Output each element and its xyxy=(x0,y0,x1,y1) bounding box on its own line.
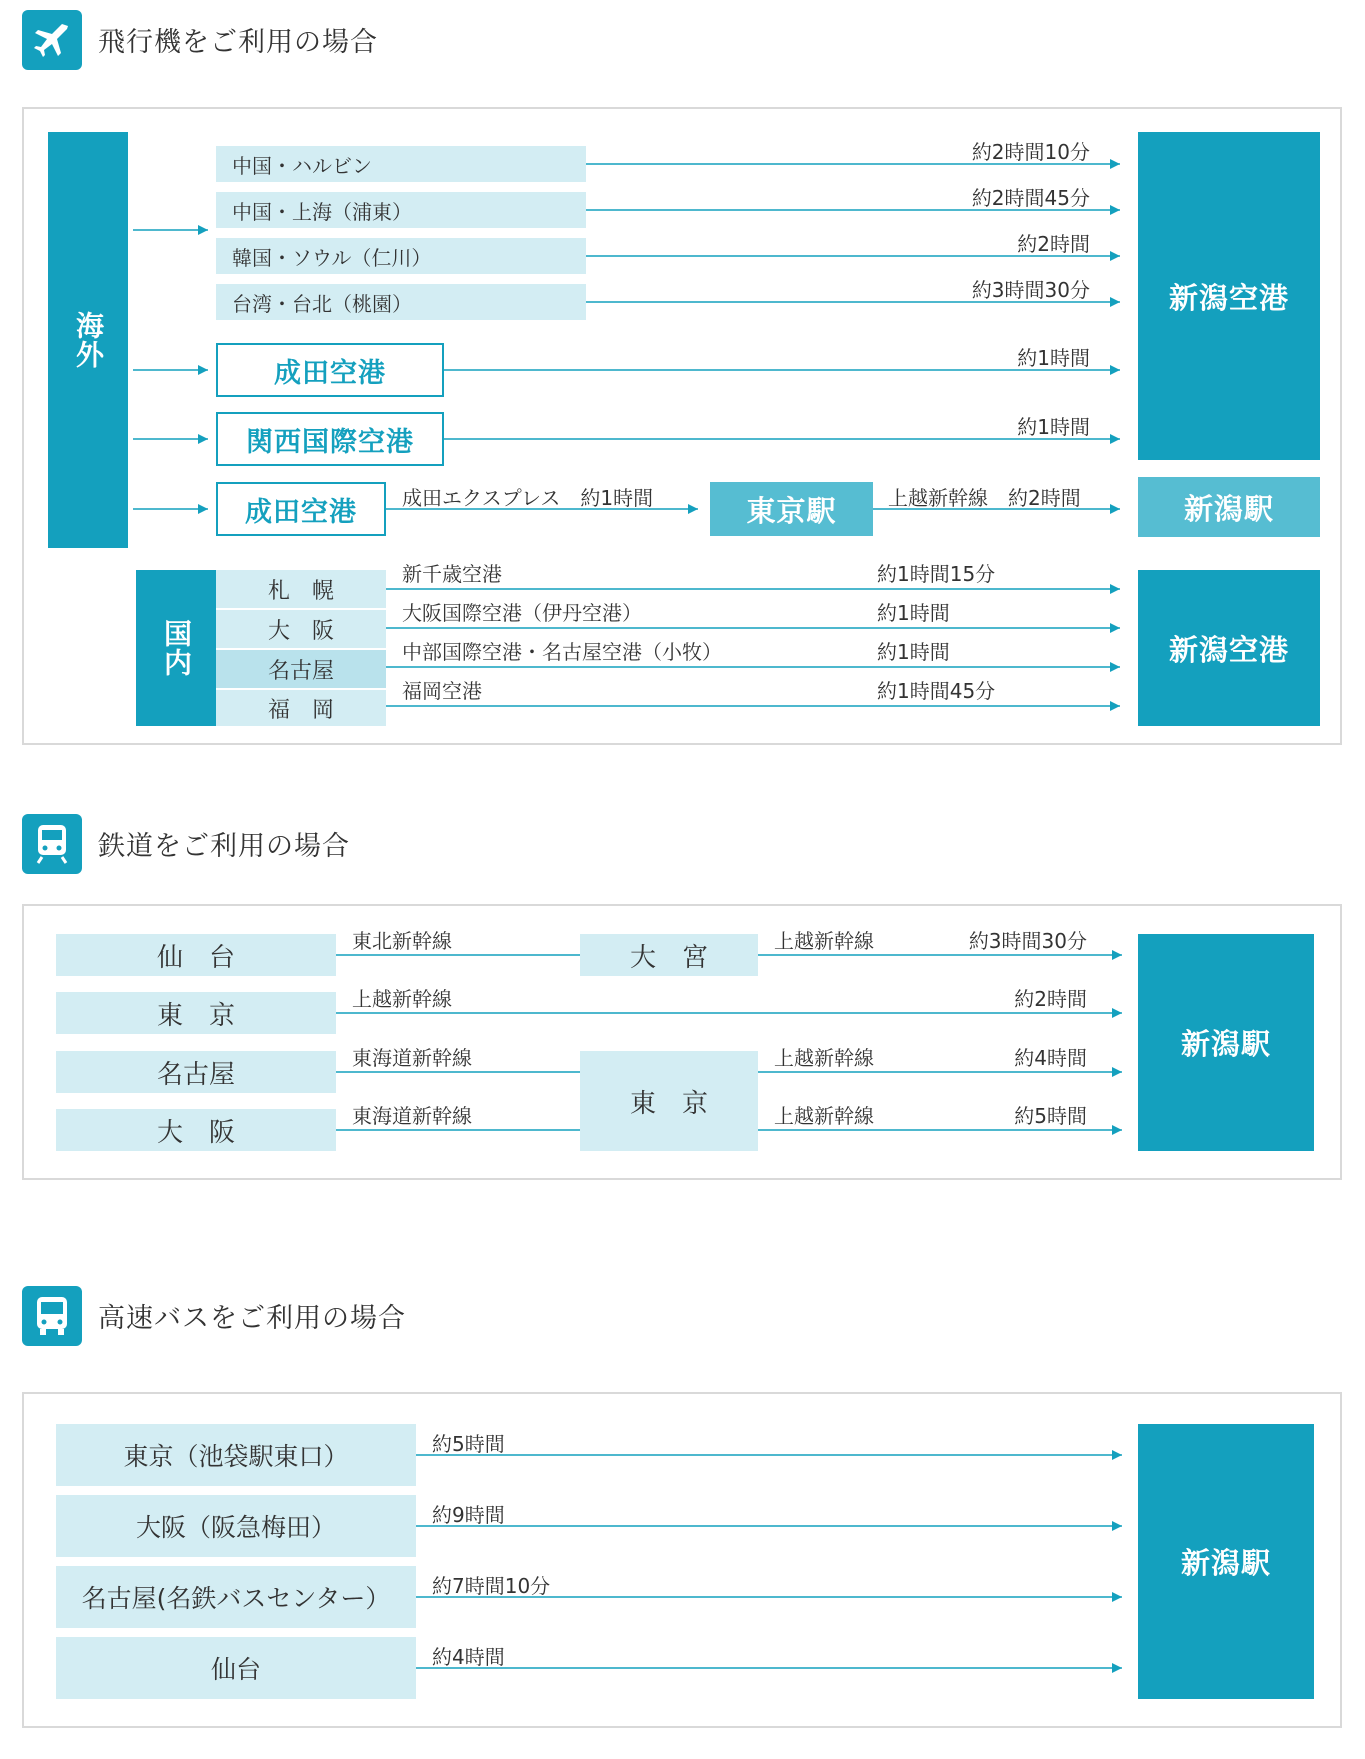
rail-via-omiya: 大 宮 xyxy=(580,934,758,976)
intl-origin-taipei: 台湾・台北（桃園） xyxy=(216,284,586,320)
niigata-airport-domestic: 新潟空港 xyxy=(1138,570,1320,726)
tokyo-station-box: 東京駅 xyxy=(710,482,873,536)
intl-origin-harbin: 中国・ハルビン xyxy=(216,146,586,182)
domestic-time-nagoya: 約1時間 xyxy=(877,640,950,664)
bus-origin-ikebukuro: 東京（池袋駅東口） xyxy=(56,1424,416,1486)
rail-time-sendai: 約3時間30分 xyxy=(968,929,1087,953)
rail-time-osaka: 約5時間 xyxy=(1014,1104,1087,1128)
intl-origin-seoul: 韓国・ソウル（仁川） xyxy=(216,238,586,274)
domestic-label: 国内 xyxy=(136,570,216,726)
intl-time-seoul: 約2時間 xyxy=(1017,232,1090,256)
intl-time-taipei: 約3時間30分 xyxy=(971,278,1090,302)
intl-time-shanghai: 約2時間45分 xyxy=(971,186,1090,210)
kansai-airport-box: 関西国際空港 xyxy=(216,412,444,466)
domestic-city-fukuoka: 福 岡 xyxy=(216,690,386,726)
narita-time: 約1時間 xyxy=(1017,346,1090,370)
air-section-title: 飛行機をご利用の場合 xyxy=(98,27,378,58)
bus-time-meitetsu: 約7時間10分 xyxy=(432,1574,551,1598)
domestic-airport-fukuoka: 福岡空港 xyxy=(402,679,482,703)
intl-time-harbin: 約2時間10分 xyxy=(971,140,1090,164)
rail-line-joetsu-3: 上越新幹線 xyxy=(774,1046,874,1070)
joetsu-shinkansen-label: 上越新幹線 約2時間 xyxy=(888,486,1081,510)
narita-airport-box: 成田空港 xyxy=(216,343,444,397)
domestic-airport-chubu: 中部国際空港・名古屋空港（小牧） xyxy=(402,640,722,664)
overseas-label: 海外 xyxy=(48,132,128,548)
bus-section-title: 高速バスをご利用の場合 xyxy=(98,1303,406,1334)
rail-origin-sendai: 仙 台 xyxy=(56,934,336,976)
bus-time-sendai: 約4時間 xyxy=(432,1645,505,1669)
domestic-city-sapporo: 札 幌 xyxy=(216,570,386,608)
rail-origin-nagoya: 名古屋 xyxy=(56,1051,336,1093)
bus-origin-meitetsu: 名古屋(名鉄バスセンター） xyxy=(56,1566,416,1628)
rail-line-tokaido-2: 東海道新幹線 xyxy=(352,1104,472,1128)
rail-line-tokaido-1: 東海道新幹線 xyxy=(352,1046,472,1070)
rail-section-title: 鉄道をご利用の場合 xyxy=(98,831,350,862)
rail-line-tohoku: 東北新幹線 xyxy=(352,929,452,953)
niigata-airport-intl: 新潟空港 xyxy=(1138,132,1320,460)
kansai-time: 約1時間 xyxy=(1017,415,1090,439)
domestic-airport-chitose: 新千歳空港 xyxy=(402,562,502,586)
domestic-city-nagoya: 名古屋 xyxy=(216,650,386,688)
narita-rail-box: 成田空港 xyxy=(216,482,386,536)
rail-time-nagoya: 約4時間 xyxy=(1014,1046,1087,1070)
domestic-time-sapporo: 約1時間15分 xyxy=(877,562,996,586)
narita-express-label: 成田エクスプレス 約1時間 xyxy=(402,486,654,510)
bus-time-umeda: 約9時間 xyxy=(432,1503,505,1527)
domestic-city-osaka: 大 阪 xyxy=(216,610,386,648)
bus-origin-sendai: 仙台 xyxy=(56,1637,416,1699)
rail-line-joetsu-1: 上越新幹線 xyxy=(774,929,874,953)
domestic-time-fukuoka: 約1時間45分 xyxy=(877,679,996,703)
domestic-airport-itami: 大阪国際空港（伊丹空港） xyxy=(402,601,642,625)
bus-origin-umeda: 大阪（阪急梅田） xyxy=(56,1495,416,1557)
rail-line-joetsu-2: 上越新幹線 xyxy=(352,987,452,1011)
intl-origin-shanghai: 中国・上海（浦東） xyxy=(216,192,586,228)
rail-origin-tokyo: 東 京 xyxy=(56,992,336,1034)
niigata-station-air: 新潟駅 xyxy=(1138,477,1320,537)
rail-via-tokyo: 東 京 xyxy=(580,1051,758,1151)
bus-dest-niigata-station: 新潟駅 xyxy=(1138,1424,1314,1699)
domestic-time-osaka: 約1時間 xyxy=(877,601,950,625)
bus-time-ikebukuro: 約5時間 xyxy=(432,1432,505,1456)
rail-line-joetsu-4: 上越新幹線 xyxy=(774,1104,874,1128)
rail-origin-osaka: 大 阪 xyxy=(56,1109,336,1151)
rail-dest-niigata-station: 新潟駅 xyxy=(1138,934,1314,1151)
rail-time-tokyo: 約2時間 xyxy=(1014,987,1087,1011)
